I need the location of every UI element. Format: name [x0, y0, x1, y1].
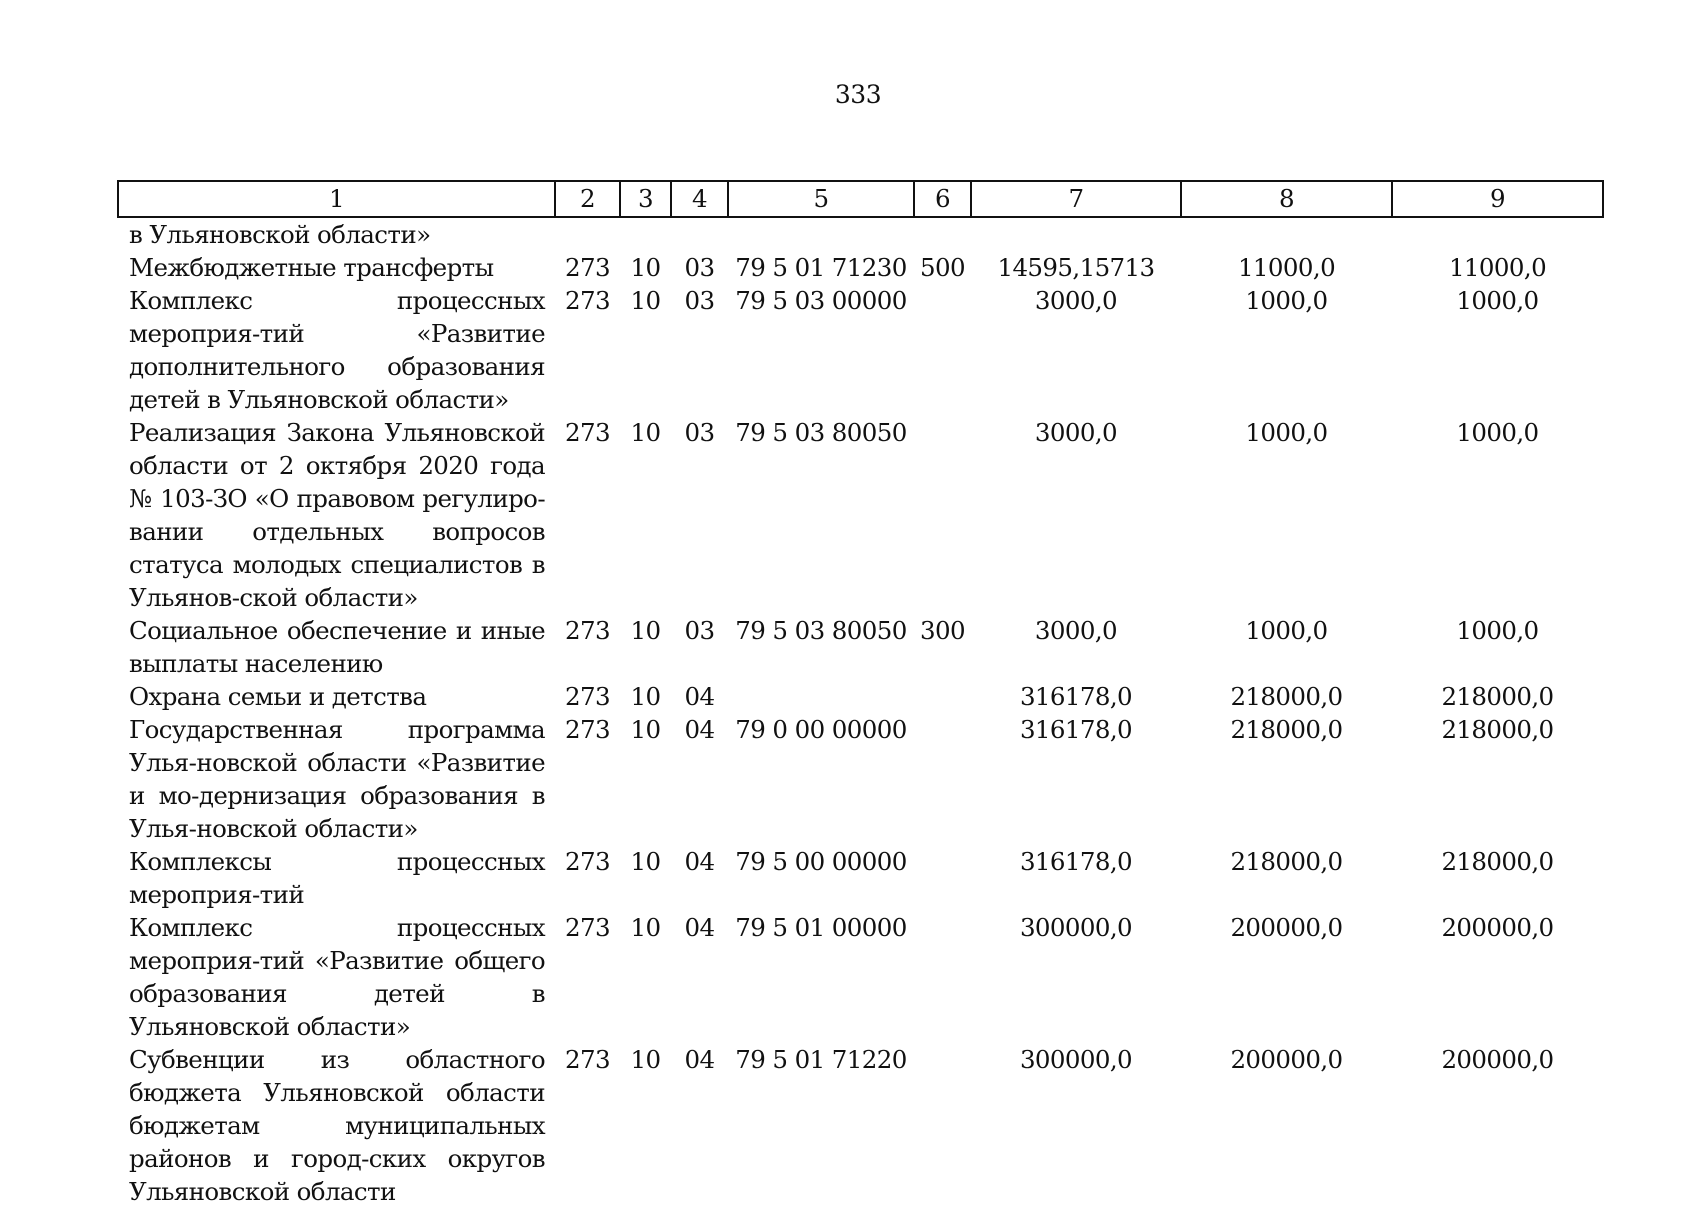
row-name: Охрана семьи и детства	[129, 682, 427, 711]
row-subsection-code: 03	[684, 616, 715, 645]
table-row	[118, 1043, 1603, 1208]
row-section-code: 10	[630, 418, 661, 447]
row-subsection-code: 03	[684, 253, 715, 282]
page-number: 333	[834, 80, 882, 109]
row-grbs-code: 273	[565, 682, 610, 711]
row-grbs-code: 273	[565, 715, 610, 744]
row-amount-col7: 300000,0	[1019, 913, 1133, 942]
row-amount-col7: 300000,0	[1019, 1045, 1133, 1074]
row-subsection-code: 04	[684, 1045, 715, 1074]
row-name: Комплекс процессных мероприя-тий «Развитие дополнительного образования детей в Ульяновской области»	[129, 286, 545, 414]
row-amount-col7: 316178,0	[1019, 715, 1133, 744]
row-subsection-code	[671, 217, 728, 251]
row-amount-col8: 1000,0	[1245, 286, 1328, 315]
row-expense-type	[914, 713, 971, 845]
row-amount-col7: 14595,15713	[997, 253, 1155, 282]
row-name: Комплексы процессных мероприя-тий	[129, 847, 545, 909]
row-amount-col7: 3000,0	[1034, 418, 1118, 447]
row-amount-col7: 316178,0	[1019, 682, 1133, 711]
table-row	[118, 251, 1603, 284]
row-grbs-code: 273	[565, 1045, 610, 1074]
table-body	[118, 217, 1603, 1208]
row-target-article: 79 5 03 80050	[735, 418, 907, 447]
table-row	[118, 845, 1603, 911]
header-col-3: 3	[620, 181, 671, 217]
row-subsection-code: 04	[684, 913, 715, 942]
row-grbs-code: 273	[565, 418, 610, 447]
header-col-1: 1	[118, 181, 555, 217]
row-section-code: 10	[630, 682, 661, 711]
row-target-article	[728, 680, 914, 713]
row-grbs-code: 273	[565, 847, 610, 876]
row-section-code	[620, 217, 671, 251]
row-subsection-code: 04	[684, 847, 715, 876]
row-expense-type	[914, 284, 971, 416]
row-amount-col8: 218000,0	[1230, 847, 1343, 876]
row-amount-col9: 218000,0	[1441, 847, 1554, 876]
row-section-code: 10	[630, 616, 661, 645]
row-section-code: 10	[630, 913, 661, 942]
row-amount-col8	[1181, 217, 1392, 251]
row-name: Государственная программа Улья-новской области «Развитие и мо-дернизация образования в Улья-новской области»	[129, 715, 545, 843]
row-name: Социальное обеспечение и иные выплаты населению	[129, 616, 545, 678]
row-amount-col9	[1392, 217, 1603, 251]
row-expense-type	[914, 845, 971, 911]
row-expense-type	[914, 911, 971, 1043]
row-name: в Ульяновской области»	[129, 220, 431, 249]
row-expense-type	[914, 1043, 971, 1208]
row-amount-col8: 1000,0	[1245, 418, 1328, 447]
row-amount-col8: 218000,0	[1230, 715, 1343, 744]
header-col-6: 6	[914, 181, 971, 217]
row-target-article: 79 5 01 00000	[735, 913, 907, 942]
row-section-code: 10	[630, 715, 661, 744]
header-col-8: 8	[1181, 181, 1392, 217]
row-section-code: 10	[630, 847, 661, 876]
row-amount-col7: 3000,0	[1034, 616, 1118, 645]
row-grbs-code	[555, 217, 620, 251]
row-section-code: 10	[630, 253, 661, 282]
row-name: Межбюджетные трансферты	[129, 253, 494, 282]
row-name: Субвенции из областного бюджета Ульяновской области бюджетам муниципальных районов и город-ских округов Ульяновской области	[129, 1045, 545, 1206]
table-row	[118, 614, 1603, 680]
row-target-article: 79 5 01 71230	[735, 253, 907, 282]
row-amount-col8: 1000,0	[1245, 616, 1328, 645]
row-grbs-code: 273	[565, 286, 610, 315]
table-row	[118, 713, 1603, 845]
header-col-4: 4	[671, 181, 728, 217]
row-amount-col9: 1000,0	[1456, 616, 1539, 645]
row-amount-col8: 218000,0	[1230, 682, 1343, 711]
row-amount-col9: 218000,0	[1441, 682, 1554, 711]
header-col-7: 7	[971, 181, 1181, 217]
table-row	[118, 416, 1603, 614]
row-grbs-code: 273	[565, 253, 610, 282]
row-target-article: 79 5 00 00000	[735, 847, 907, 876]
row-grbs-code: 273	[565, 913, 610, 942]
row-amount-col7: 3000,0	[1034, 286, 1118, 315]
row-amount-col9: 1000,0	[1456, 286, 1539, 315]
table-row	[118, 284, 1603, 416]
row-target-article	[728, 217, 914, 251]
row-amount-col9: 1000,0	[1456, 418, 1539, 447]
row-amount-col9: 200000,0	[1441, 913, 1554, 942]
row-name: Реализация Закона Ульяновской области от 2 октября 2020 года № 103-ЗО «О правовом регулиро-вании отдельных вопросов статуса молодых специалистов в Ульянов-ской области»	[129, 418, 545, 612]
row-expense-type	[914, 416, 971, 614]
header-col-9: 9	[1392, 181, 1603, 217]
row-section-code: 10	[630, 286, 661, 315]
row-target-article: 79 5 03 80050	[735, 616, 907, 645]
row-subsection-code: 03	[684, 418, 715, 447]
budget-table	[117, 180, 1604, 1208]
row-expense-type: 500	[920, 253, 965, 282]
header-row	[118, 181, 1603, 217]
table-row	[118, 911, 1603, 1043]
row-target-article: 79 5 01 71220	[735, 1045, 907, 1074]
row-amount-col7	[971, 217, 1181, 251]
row-subsection-code: 03	[684, 286, 715, 315]
table-header	[118, 181, 1603, 217]
row-target-article: 79 0 00 00000	[735, 715, 907, 744]
row-expense-type	[914, 680, 971, 713]
header-col-5: 5	[728, 181, 914, 217]
row-amount-col9: 11000,0	[1448, 253, 1547, 282]
row-grbs-code: 273	[565, 616, 610, 645]
row-subsection-code: 04	[684, 715, 715, 744]
row-target-article: 79 5 03 00000	[735, 286, 907, 315]
row-amount-col8: 200000,0	[1230, 1045, 1343, 1074]
row-amount-col7: 316178,0	[1019, 847, 1133, 876]
table-row	[118, 680, 1603, 713]
row-subsection-code: 04	[684, 682, 715, 711]
row-amount-col8: 200000,0	[1230, 913, 1343, 942]
row-amount-col8: 11000,0	[1237, 253, 1336, 282]
row-expense-type: 300	[920, 616, 965, 645]
table-row	[118, 217, 1603, 251]
row-name: Комплекс процессных мероприя-тий «Развитие общего образования детей в Ульяновской области»	[129, 913, 545, 1041]
header-col-2: 2	[555, 181, 620, 217]
row-expense-type	[914, 217, 971, 251]
row-section-code: 10	[630, 1045, 661, 1074]
row-amount-col9: 218000,0	[1441, 715, 1554, 744]
row-amount-col9: 200000,0	[1441, 1045, 1554, 1074]
